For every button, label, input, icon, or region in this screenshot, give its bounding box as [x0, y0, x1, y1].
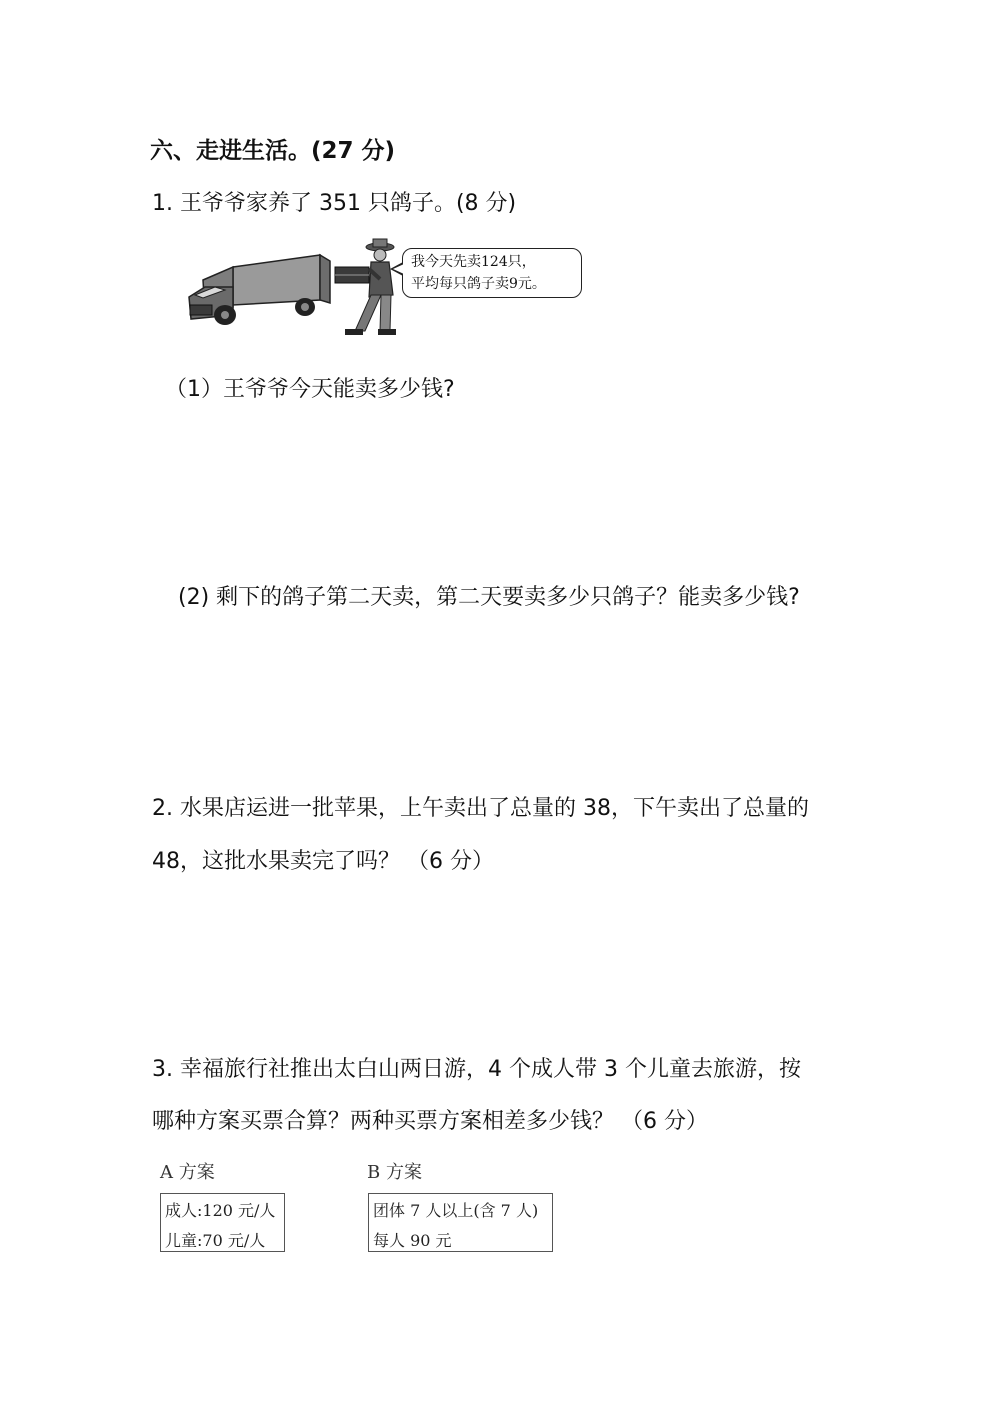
plan-b-label: B 方案 — [367, 1162, 422, 1183]
question-2-line-1: 2. 水果店运进一批苹果，上午卖出了总量的 38，下午卖出了总量的 — [152, 796, 809, 821]
truck-icon — [189, 255, 330, 325]
question-1-stem: 1. 王爷爷家养了 351 只鸽子。(8 分) — [152, 191, 517, 216]
speech-bubble — [402, 248, 582, 298]
section-title: 六、走进生活。(27 分) — [150, 138, 396, 164]
plan-b-price: 每人 90 元 — [373, 1231, 452, 1250]
speech-line-2: 平均每只鸽子卖9元。 — [411, 276, 546, 292]
speech-line-1: 我今天先卖124只， — [411, 254, 536, 270]
plan-b-box — [368, 1193, 553, 1252]
question-1-part-1: （1）王爷爷今天能卖多少钱? — [165, 377, 455, 402]
question-3-line-1: 3. 幸福旅行社推出太白山两日游，4 个成人带 3 个儿童去旅游，按 — [152, 1057, 801, 1082]
plan-a-adult-price: 成人:120 元/人 — [165, 1201, 276, 1220]
plan-b-group-rule: 团体 7 人以上(含 7 人) — [373, 1201, 539, 1220]
question-1-part-2: (2) 剩下的鸽子第二天卖，第二天要卖多少只鸽子？能卖多少钱? — [178, 585, 800, 610]
question-3-line-2: 哪种方案买票合算？两种买票方案相差多少钱？ （6 分） — [152, 1109, 708, 1134]
plan-a-child-price: 儿童:70 元/人 — [165, 1231, 266, 1250]
question-2-line-2: 48，这批水果卖完了吗？ （6 分） — [152, 849, 494, 874]
plan-a-box — [160, 1193, 285, 1252]
farmer-icon — [335, 239, 396, 335]
plan-a-label: A 方案 — [160, 1162, 215, 1183]
speech-bubble-tail-inner — [393, 264, 404, 274]
